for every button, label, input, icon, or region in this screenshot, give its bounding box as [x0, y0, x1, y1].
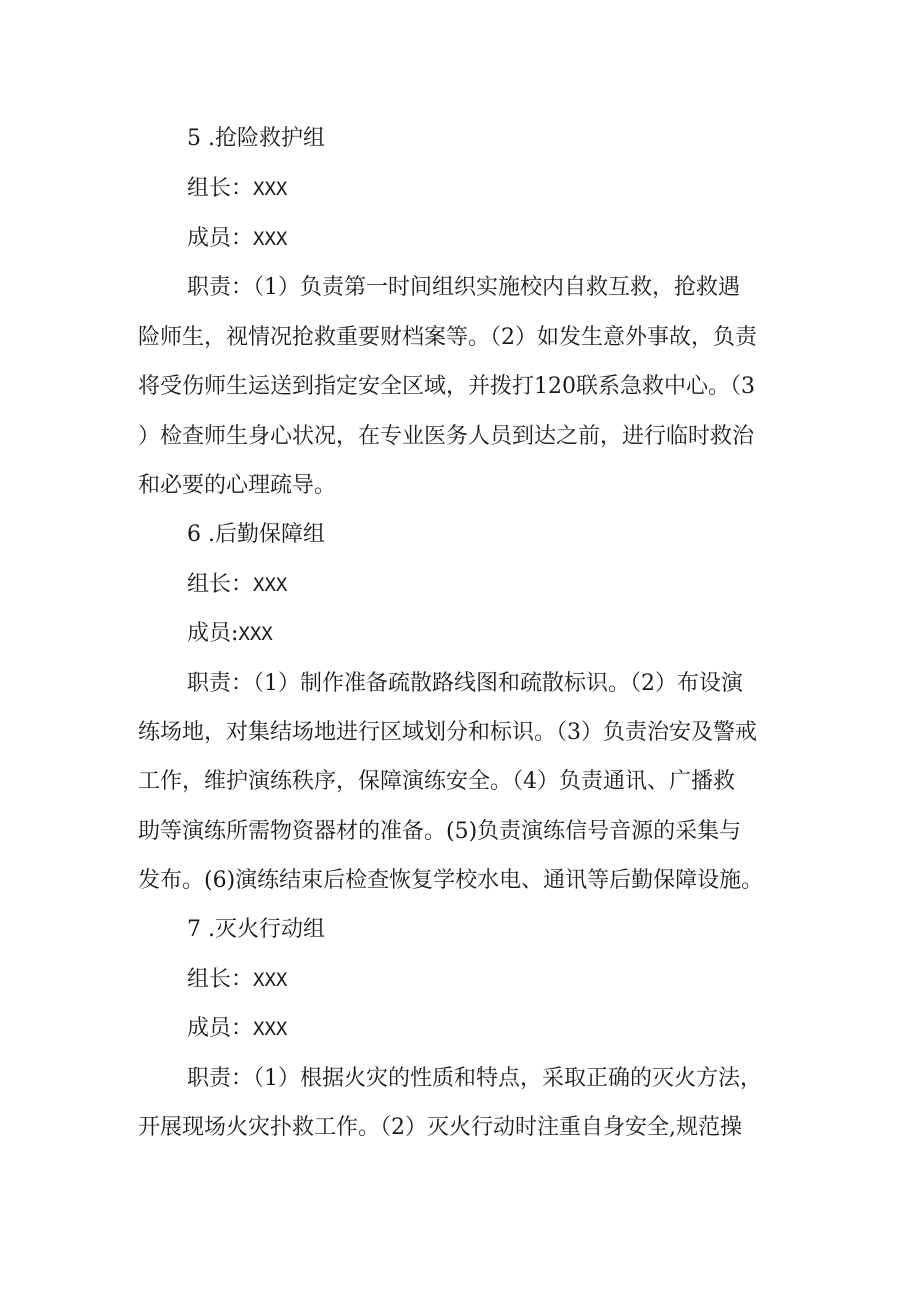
leader-value: XXX	[253, 178, 288, 200]
section-6-duties-line: 职责：（1）制作准备疏散路线图和疏散标识。（2）布设演	[187, 671, 743, 696]
section-6-members	[187, 619, 273, 649]
section-5-duties-line: 将受伤师生运送到指定安全区域，并拨打120联系急救中心。（3	[138, 374, 755, 399]
section-5-leader	[187, 174, 287, 204]
members-value: XXX	[238, 623, 273, 645]
section-5-heading: 5 .抢险救护组	[187, 126, 325, 151]
section-5-members	[187, 224, 287, 254]
section-5-duties-line: ）检查师生身心状况，在专业医务人员到达之前，进行临时救治	[138, 424, 755, 449]
members-label: 成员:	[187, 621, 239, 646]
section-7-duties-line: 职责：（1）根据火灾的性质和特点，采取正确的灭火方法，	[187, 1066, 762, 1091]
section-6-duties-line: 发布。(6)演练结束后检查恢复学校水电、通讯等后勤保障设施。	[138, 868, 764, 893]
leader-label: 组长：	[187, 572, 254, 597]
section-6-duties-line: 练场地，对集结场地进行区域划分和标识。（3）负责治安及警戒	[138, 720, 757, 745]
section-6-heading: 6 .后勤保障组	[187, 522, 325, 547]
members-value: XXX	[253, 1018, 288, 1040]
section-5-duties-line: 职责：（1）负责第一时间组织实施校内自救互救，抢救遇	[187, 275, 740, 300]
section-7-heading: 7 .灭火行动组	[187, 917, 325, 942]
leader-label: 组长：	[187, 176, 254, 201]
section-7-duties-line: 开展现场火灾扑救工作。（2）灭火行动时注重自身安全,规范操	[138, 1115, 742, 1140]
section-7-leader	[187, 965, 287, 995]
members-label: 成员：	[187, 226, 254, 251]
leader-value: XXX	[253, 574, 288, 596]
section-5-duties-line: 和必要的心理疏导。	[138, 473, 337, 498]
members-label: 成员：	[187, 1016, 254, 1041]
members-value: XXX	[253, 228, 288, 250]
section-5-duties-line: 险师生，视情况抢救重要财档案等。（2）如发生意外事故，负责	[138, 325, 757, 350]
section-6-duties-line: 助等演练所需物资器材的准备。(5)负责演练信号音源的采集与	[138, 819, 742, 844]
section-7-members	[187, 1014, 287, 1044]
leader-label: 组长：	[187, 967, 254, 992]
section-6-leader	[187, 570, 287, 600]
leader-value: XXX	[253, 969, 288, 991]
section-6-duties-line: 工作，维护演练秩序，保障演练安全。（4）负责通讯、广播救	[138, 769, 735, 794]
